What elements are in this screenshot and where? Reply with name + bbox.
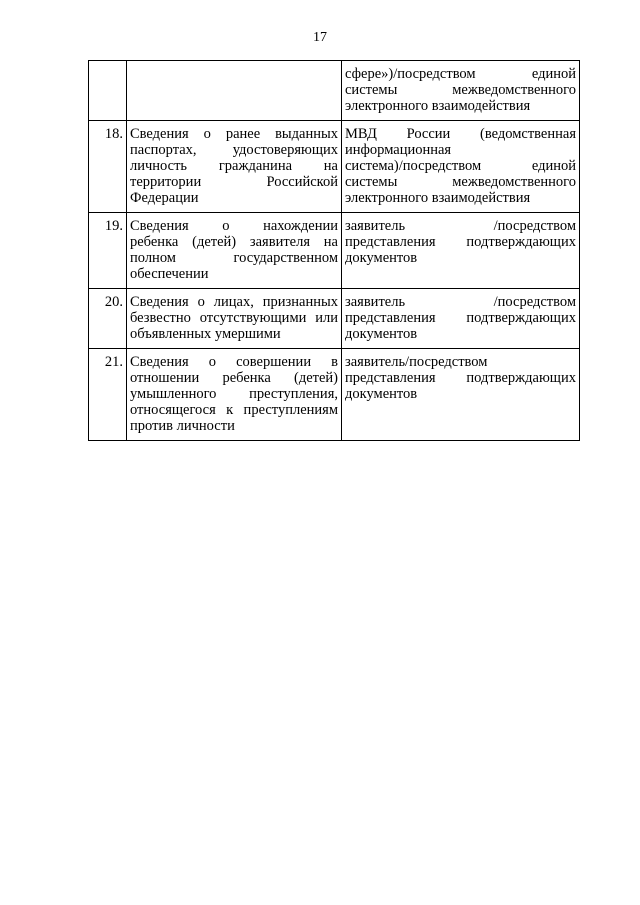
- table-row: [89, 213, 580, 289]
- row-source: [342, 213, 580, 289]
- row-source: [342, 121, 580, 213]
- text-line: информационная: [345, 142, 452, 158]
- row-description: [127, 213, 342, 289]
- text-line: безвестно отсутствующими или: [130, 310, 338, 326]
- text-line: представления подтверждающих: [345, 234, 576, 250]
- text-line: Сведения о ранее выданных: [130, 126, 338, 142]
- text-line: системы межведомственного: [345, 174, 576, 190]
- text-line: паспортах, удостоверяющих: [130, 142, 338, 158]
- requirements-table: [88, 60, 580, 441]
- row-number: 20.: [89, 289, 127, 349]
- text-line: представления подтверждающих: [345, 310, 576, 326]
- text-line: Сведения о нахождении: [130, 218, 338, 234]
- text-line: Федерации: [130, 190, 199, 206]
- text-line: территории Российской: [130, 174, 338, 190]
- text-line: ребенка (детей) заявителя на: [130, 234, 338, 250]
- table-row: [89, 61, 580, 121]
- text-line: заявитель /посредством: [345, 294, 576, 310]
- text-line: Сведения о лицах, признанных: [130, 294, 338, 310]
- text-line: Сведения о совершении в: [130, 354, 338, 370]
- text-line: электронного взаимодействия: [345, 190, 531, 206]
- row-number: 18.: [89, 121, 127, 213]
- table-row: [89, 349, 580, 441]
- text-line: МВД России (ведомственная: [345, 126, 576, 142]
- page-number: 17: [313, 30, 327, 45]
- text-line: против личности: [130, 418, 235, 434]
- row-source: [342, 289, 580, 349]
- row-source: [342, 61, 580, 121]
- text-line: электронного взаимодействия: [345, 98, 531, 114]
- text-line: представления подтверждающих: [345, 370, 576, 386]
- text-line: полном государственном: [130, 250, 338, 266]
- row-description: [127, 349, 342, 441]
- text-line: заявитель /посредством: [345, 218, 576, 234]
- text-line: отношении ребенка (детей): [130, 370, 338, 386]
- table-row: [89, 121, 580, 213]
- text-line: сфере»)/посредством единой: [345, 66, 576, 82]
- text-line: относящегося к преступлениям: [130, 402, 338, 418]
- row-number: 21.: [89, 349, 127, 441]
- text-line: заявитель/посредством: [345, 354, 488, 370]
- text-line: документов: [345, 326, 418, 342]
- text-line: документов: [345, 386, 418, 402]
- text-line: обеспечении: [130, 266, 209, 282]
- text-line: умышленного преступления,: [130, 386, 338, 402]
- text-line: личность гражданина на: [130, 158, 338, 174]
- row-description: [127, 289, 342, 349]
- text-line: системы межведомственного: [345, 82, 576, 98]
- row-source: [342, 349, 580, 441]
- row-number: 19.: [89, 213, 127, 289]
- table-row: [89, 289, 580, 349]
- text-line: объявленных умершими: [130, 326, 281, 342]
- row-description: [127, 121, 342, 213]
- row-description: [127, 61, 342, 121]
- text-line: система)/посредством единой: [345, 158, 576, 174]
- row-number: [89, 61, 127, 121]
- text-line: документов: [345, 250, 418, 266]
